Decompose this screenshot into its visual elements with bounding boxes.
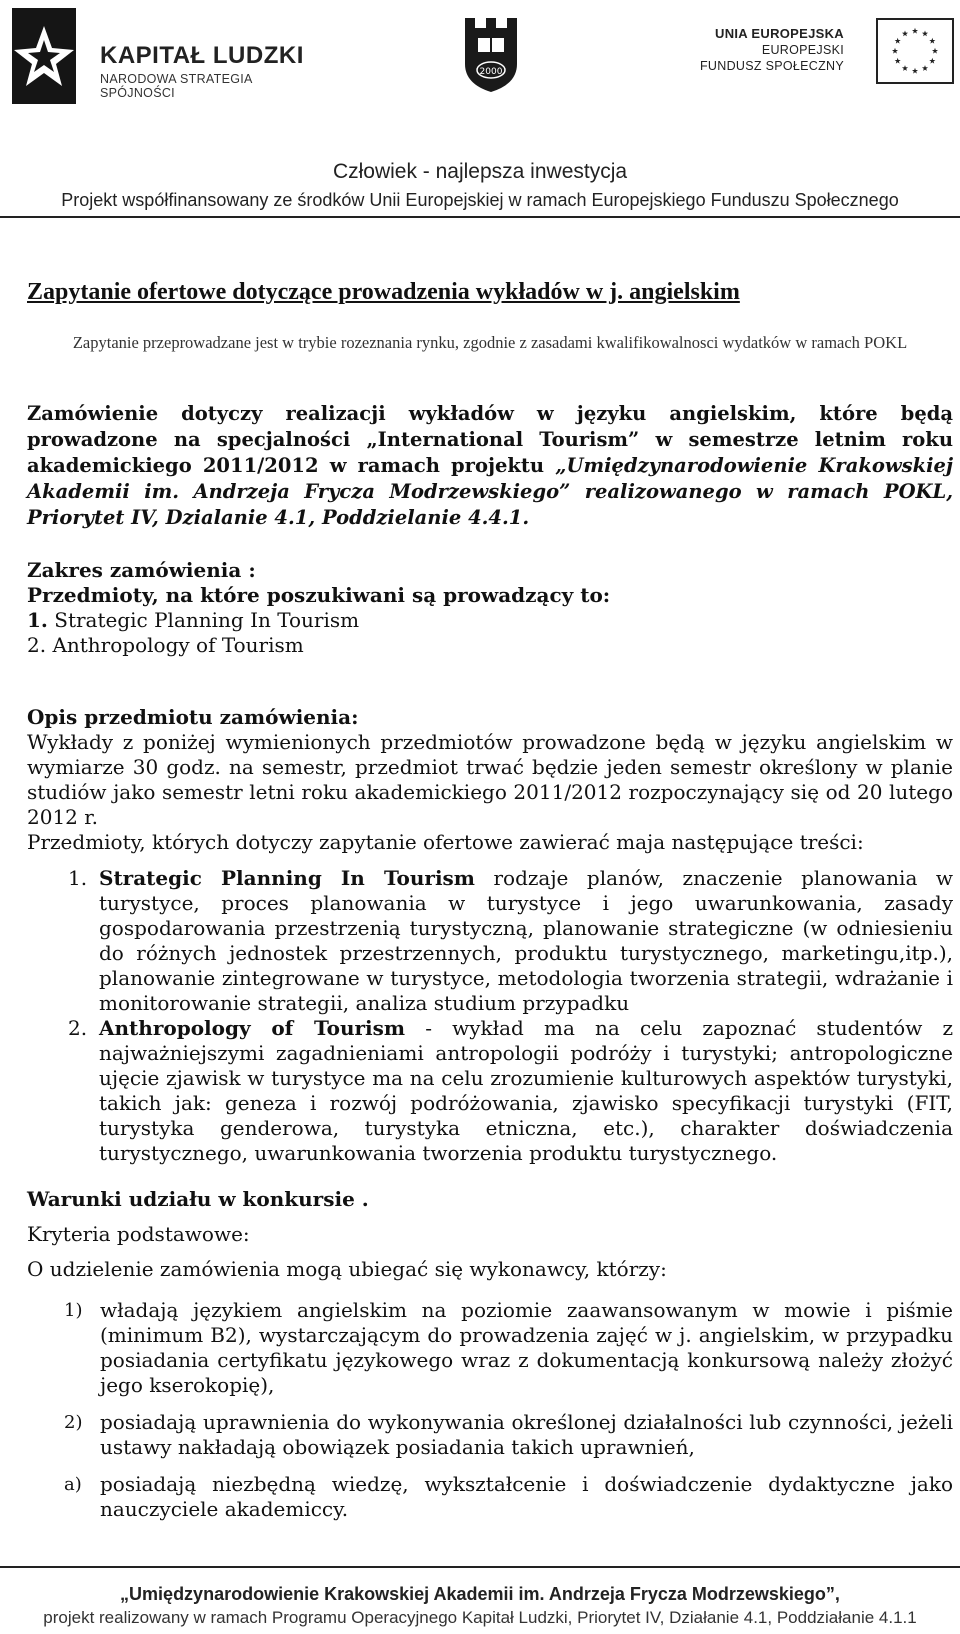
eu-fund-label-1: EUROPEJSKI [761, 43, 844, 57]
requirement-text: władają językiem angielskim na poziomie zaawansowanym w mowie i piśmie (minimum B2), wystarczającym do prowadzenia zajęć w j. angielskim, w przypadku posiadania certyfikatu językowego wraz z dokumentacją konkursową należy złożyć jego kserokopię), [100, 1298, 953, 1397]
document-title: Zapytanie ofertowe dotyczące prowadzenia wykładów w j. angielskim [27, 279, 740, 305]
description-text-2: Przedmioty, których dotyczy zapytanie ofertowe zawierać maja następujące treści: [27, 830, 864, 854]
requirements-list [64, 1298, 953, 1534]
university-crest-icon [461, 18, 521, 92]
requirement-text: posiadają uprawnienia do wykonywania określonej działalności lub czynności, jeżeli ustawy nakładają obowiązek posiadania takich uprawnień, [100, 1410, 953, 1459]
header-divider [0, 216, 960, 218]
order-paragraph [27, 401, 953, 531]
list-item [64, 1472, 953, 1522]
list-text [99, 1016, 953, 1166]
kapital-ludzki-subtitle: NARODOWA STRATEGIA SPÓJNOŚCI [100, 72, 252, 100]
eligibility-intro: O udzielenie zamówienia mogą ubiegać się wykonawcy, którzy: [27, 1257, 667, 1281]
kapital-ludzki-logo [8, 6, 328, 106]
description-heading: Opis przedmiotu zamówienia: [27, 705, 359, 729]
list-subject-description: - wykład ma na celu zapoznać studentów z najważniejszymi zagadnieniami antropologii podróży i turystyki; antropologiczne ujęcie zjawisk w turystyce ma na celu zrozumienie kulturowych aspektów turystyki, takich jak: geneza i rozwój podróżowania, zjawisko specyfikacji turystyki (FIT, turystyka genderowa, turystyka etniczna, etc.), charakter doświadczenia turystycznego, uwarunkowania tworzenia produktu turystycznego. [99, 1016, 954, 1165]
order-text: Zamówienie dotyczy realizacji wykładów w języku angielskim, które będą prowadzone na specjalności „International Tourism” w semestrze letnim roku akademickiego 2011/2012 w ramach projektu [27, 402, 953, 477]
eu-fund-text [700, 26, 844, 73]
list-subject-name: Strategic Planning In Tourism [99, 866, 475, 890]
eu-flag-icon [876, 18, 954, 84]
requirement-number: 1) [64, 1300, 83, 1321]
eu-union-label: UNIA EUROPEJSKA [715, 26, 844, 41]
subject-list [68, 866, 953, 1166]
footer-project-name: „Umiędzynarodowienie Krakowskiej Akademii im. Andrzeja Frycza Modrzewskiego”, [120, 1584, 840, 1604]
conditions-heading: Warunki udziału w konkursie . [27, 1187, 369, 1211]
footer-divider [0, 1566, 960, 1568]
list-number: 2. [68, 1016, 88, 1040]
scope-section [27, 558, 953, 658]
requirement-number: 2) [64, 1412, 83, 1433]
svg-text:2000: 2000 [479, 67, 503, 77]
list-item [64, 1410, 953, 1460]
scope-heading: Zakres zamówienia : [27, 558, 256, 582]
subjects-heading: Przedmioty, na które poszukiwani są prowadzący to: [27, 583, 611, 607]
list-subject-description: rodzaje planów, znaczenie planowania w turystyce, proces planowania w turystyce i jego uwarunkowania, zasady gospodarowania przestrzenią turystyczną, planowanie strategiczne (w odniesieniu do różnych jednostek przestrzennych, produktu turystycznego, marketingu,itp.), planowanie zintegrowane w turystyce, metodologia tworzenia strategii, wdrażanie i monitorowanie strategii, analiza studium przypadku [99, 866, 953, 1015]
project-name: „Umiędzynarodowienie Krakowskiej Akademii im. Andrzeja Frycza Modrzewskiego” realizowanego w ramach POKL, Priorytet IV, Dzialanie 4.1, Poddzielanie 4.4.1. [27, 454, 953, 529]
requirement-number: a) [64, 1474, 82, 1495]
list-item [64, 1298, 953, 1398]
list-subject-name: Anthropology of Tourism [99, 1016, 406, 1040]
list-number: 1. [68, 866, 88, 890]
cofinancing-note: Projekt współfinansowany ze środków Unii Europejskiej w ramach Europejskiego Funduszu Społecznego [61, 190, 899, 210]
subject-item-2: 2. Anthropology of Tourism [27, 633, 304, 657]
list-item [68, 866, 953, 1016]
kapital-ludzki-title: KAPITAŁ LUDZKI [100, 42, 304, 69]
footer-program-note: projekt realizowany w ramach Programu Operacyjnego Kapitał Ludzki, Priorytet IV, Działanie 4.1, Poddziałanie 4.1.1 [43, 1608, 917, 1627]
intro-paragraph: Zapytanie przeprowadzane jest w trybie rozeznania rynku, zgodnie z zasadami kwalifikowalnosci wydatków w ramach POKL [72, 333, 908, 352]
kapital-ludzki-star-logo-icon [8, 6, 80, 106]
requirement-text: posiadają niezbędną wiedzę, wykształcenie i doświadczenie dydaktyczne jako nauczyciele akademiccy. [100, 1472, 953, 1521]
description-section [27, 705, 953, 855]
subject-number-1: 1. [27, 608, 48, 632]
list-text [99, 866, 953, 1016]
subject-name-1: Strategic Planning In Tourism [47, 608, 360, 632]
conditions-section [27, 1187, 953, 1282]
criteria-label: Kryteria podstawowe: [27, 1222, 250, 1246]
description-text: Wykłady z poniżej wymienionych przedmiotów prowadzone będą w języku angielskim w wymiarze 30 godz. na semestr, przedmiot trwać będzie jeden semestr określony w planie studiów jako semestr letni roku akademickiego 2011/2012 rozpoczynający się od 20 lutego 2012 r. [27, 730, 953, 829]
slogan: Człowiek - najlepsza inwestycja [332, 160, 628, 183]
subject-item-1 [27, 608, 953, 633]
list-item [68, 1016, 953, 1166]
eu-fund-label-2: FUNDUSZ SPOŁECZNY [699, 59, 844, 73]
